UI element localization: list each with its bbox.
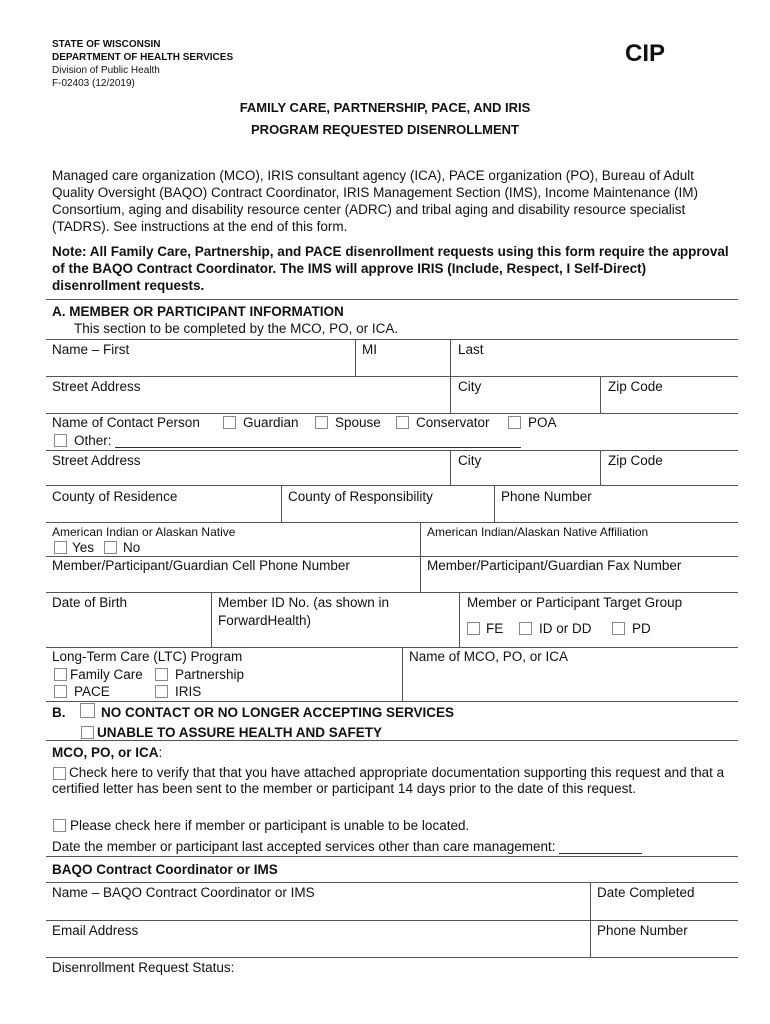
conservator-label: Conservator — [416, 415, 490, 430]
mco-subheading-text: MCO, PO, or ICA — [52, 745, 159, 760]
pd-checkbox[interactable] — [612, 622, 625, 635]
no-label: No — [123, 540, 141, 555]
form-number: F-02403 (12/2019) — [52, 78, 135, 89]
agency-department: DEPARTMENT OF HEALTH SERVICES — [52, 52, 234, 63]
unable-located-checkbox[interactable] — [53, 819, 66, 832]
row-rule — [46, 413, 738, 414]
no-contact-checkbox[interactable] — [80, 703, 95, 718]
member-id-field[interactable]: Member ID No. (as shown in — [218, 595, 390, 610]
iris-checkbox[interactable] — [155, 685, 168, 698]
other-field[interactable]: Other: ______________________________________________________ — [74, 433, 521, 448]
row-rule — [46, 882, 738, 883]
spouse-checkbox[interactable] — [315, 416, 328, 429]
row-rule — [46, 920, 738, 921]
form-title-line2: PROGRAM REQUESTED DISENROLLMENT — [251, 122, 519, 137]
agency-block — [52, 38, 233, 90]
no-contact-label: NO CONTACT OR NO LONGER ACCEPTING SERVICES — [101, 705, 455, 720]
poa-label: POA — [528, 415, 557, 430]
id-dd-checkbox[interactable] — [519, 622, 532, 635]
pace-label: PACE — [74, 684, 110, 699]
cell-phone-field[interactable]: Member/Participant/Guardian Cell Phone Number — [52, 558, 350, 573]
section-b-letter: B. — [52, 705, 66, 720]
conservator-checkbox[interactable] — [396, 416, 409, 429]
form-title-line1: FAMILY CARE, PARTNERSHIP, PACE, AND IRIS — [239, 100, 531, 115]
american-indian-label: American Indian or Alaskan Native — [52, 525, 236, 539]
affiliation-field[interactable]: American Indian/Alaskan Native Affiliation — [427, 525, 649, 539]
contact-person-field[interactable]: Name of Contact Person — [52, 415, 200, 430]
ltc-program-label: Long-Term Care (LTC) Program — [52, 649, 243, 664]
row-rule — [46, 856, 738, 857]
cell-divider — [450, 450, 451, 486]
street-address-field[interactable]: Street Address — [52, 379, 141, 394]
mco-subheading — [52, 745, 162, 761]
section-a-subheading: This section to be completed by the MCO, PO, or ICA. — [74, 321, 399, 336]
contact-city-field[interactable]: City — [458, 453, 482, 468]
baqo-phone-field[interactable]: Phone Number — [597, 923, 688, 938]
last-accepted-date-field[interactable]: Date the member or participant last accepted services other than care management: ___________ — [52, 839, 642, 854]
unable-assure-checkbox[interactable] — [81, 726, 94, 739]
row-rule — [46, 740, 738, 741]
row-rule — [46, 957, 738, 958]
target-group-label: Member or Participant Target Group — [467, 595, 683, 610]
row-rule — [46, 339, 738, 340]
unable-located-label: Please check here if member or participant is unable to be located. — [70, 818, 470, 833]
cell-divider — [600, 376, 601, 414]
agency-division: Division of Public Health — [52, 65, 160, 76]
pace-checkbox[interactable] — [54, 685, 67, 698]
name-first-field[interactable]: Name – First — [52, 342, 130, 357]
pd-label: PD — [632, 621, 651, 636]
form-code: CIP — [625, 40, 666, 67]
cell-divider — [450, 339, 451, 377]
cell-divider — [281, 485, 282, 523]
fe-label: FE — [486, 621, 504, 636]
row-rule — [46, 647, 738, 648]
baqo-name-field[interactable]: Name – BAQO Contract Coordinator or IMS — [52, 885, 315, 900]
cell-divider — [450, 376, 451, 414]
cell-divider — [600, 450, 601, 486]
guardian-label: Guardian — [243, 415, 299, 430]
intro-paragraph: Managed care organization (MCO), IRIS consultant agency (ICA), PACE organization (PO), Bureau of Adult Quality Oversight (BAQO) Contract Coordinator, IRIS Management Section (IMS), Income Maintenance (IM) Consortium, aging and disability resource center (ADRC) and tribal aging and disability resource specialist (TADRS). See instructions at the end of this form. — [52, 168, 698, 234]
mco-name-field[interactable]: Name of MCO, PO, or ICA — [409, 649, 569, 664]
yes-label: Yes — [72, 540, 95, 555]
row-rule — [46, 450, 738, 451]
approval-note: Note: All Family Care, Partnership, and PACE disenrollment requests using this form require the approval of the BAQO Contract Coordinator. The IMS will approve IRIS (Include, Respect, I Self-Direct) disenrollment requests. — [52, 244, 729, 293]
partnership-checkbox[interactable] — [155, 668, 168, 681]
family-care-label: Family Care — [70, 667, 143, 682]
mco-subheading-colon: : — [158, 745, 163, 760]
unable-assure-label: UNABLE TO ASSURE HEALTH AND SAFETY — [97, 725, 383, 740]
row-rule — [46, 522, 738, 523]
section-b-top-rule — [46, 701, 738, 702]
contact-zip-field[interactable]: Zip Code — [608, 453, 663, 468]
disenrollment-status-field[interactable]: Disenrollment Request Status: — [52, 960, 235, 975]
american-indian-yes-checkbox[interactable] — [54, 541, 67, 554]
member-id-field-line2: ForwardHealth) — [218, 613, 312, 628]
date-completed-field[interactable]: Date Completed — [597, 885, 695, 900]
contact-street-field[interactable]: Street Address — [52, 453, 141, 468]
row-rule — [46, 376, 738, 377]
american-indian-no-checkbox[interactable] — [104, 541, 117, 554]
email-address-field[interactable]: Email Address — [52, 923, 139, 938]
county-responsibility-field[interactable]: County of Responsibility — [288, 489, 433, 504]
cell-divider — [459, 592, 460, 648]
other-checkbox[interactable] — [54, 434, 67, 447]
iris-label: IRIS — [175, 684, 202, 699]
section-a-heading: A. MEMBER OR PARTICIPANT INFORMATION — [52, 304, 344, 319]
cell-divider — [355, 339, 356, 377]
cell-divider — [211, 592, 212, 648]
middle-initial-field[interactable]: MI — [362, 342, 377, 357]
cell-divider — [494, 485, 495, 523]
date-of-birth-field[interactable]: Date of Birth — [52, 595, 128, 610]
spouse-label: Spouse — [335, 415, 381, 430]
row-rule — [46, 592, 738, 593]
agency-state: STATE OF WISCONSIN — [52, 39, 161, 50]
guardian-checkbox[interactable] — [223, 416, 236, 429]
poa-checkbox[interactable] — [508, 416, 521, 429]
row-rule — [46, 485, 738, 486]
documentation-text: Check here to verify that that you have attached appropriate documentation supporting this request and that a certified letter has been sent to the member or participant 14 days prior to the date of this request. — [52, 765, 725, 796]
section-a-top-rule — [46, 299, 738, 300]
fax-number-field[interactable]: Member/Participant/Guardian Fax Number — [427, 558, 682, 573]
phone-number-field[interactable]: Phone Number — [501, 489, 592, 504]
baqo-heading: BAQO Contract Coordinator or IMS — [52, 862, 278, 877]
county-residence-field[interactable]: County of Residence — [52, 489, 178, 504]
partnership-label: Partnership — [175, 667, 245, 682]
cell-divider — [402, 647, 403, 701]
city-field[interactable]: City — [458, 379, 482, 394]
family-care-checkbox[interactable] — [54, 668, 67, 681]
last-name-field[interactable]: Last — [458, 342, 484, 357]
fe-checkbox[interactable] — [467, 622, 480, 635]
cell-divider — [420, 522, 421, 592]
row-rule — [46, 556, 738, 557]
id-dd-label: ID or DD — [539, 621, 592, 636]
zip-code-field[interactable]: Zip Code — [608, 379, 663, 394]
